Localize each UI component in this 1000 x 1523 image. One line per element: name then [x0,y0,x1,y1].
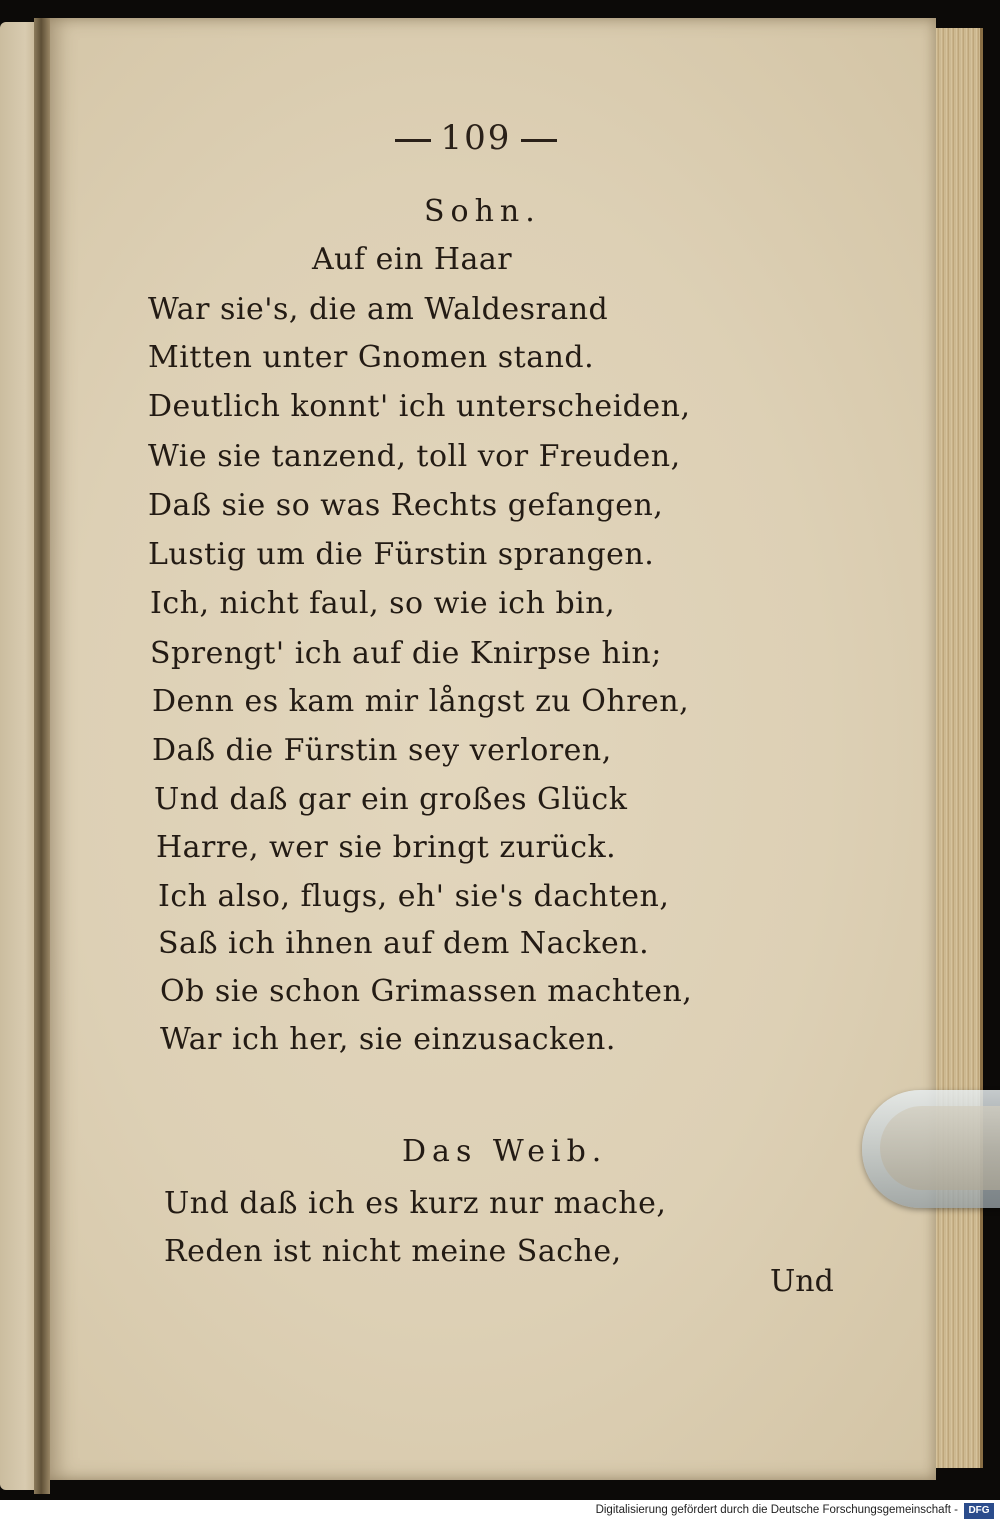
verse-line: Wie sie tanzend, toll vor Freuden, [148,439,681,474]
funding-credit: Digitalisierung gefördert durch die Deutsche Forschungsgemeinschaft - [595,1504,958,1516]
verse-line: Ich, nicht faul, so wie ich bin, [150,586,616,621]
verse-line: Sprengt' ich auf die Knirpse hin; [150,636,662,671]
verse-line: Ich also, flugs, eh' sie's dachten, [158,879,670,914]
verse-line: Daß sie so was Rechts gefangen, [148,488,664,523]
verse-line: Auf ein Haar [312,242,513,277]
verse-line: Daß die Fürstin sey verloren, [152,733,612,768]
footer-bar [0,1500,1000,1523]
catchword: Und [770,1264,834,1299]
page-number [376,118,576,158]
page-clip-inner [880,1106,1000,1190]
speaker-label: Sohn. [424,194,541,229]
book-gutter [34,18,50,1494]
speaker-label: Das Weib. [402,1134,608,1169]
verse-line: War ich her, sie einzusacken. [160,1022,616,1057]
verse-line: Mitten unter Gnomen stand. [148,340,595,375]
verse-line: Saß ich ihnen auf dem Nacken. [158,926,650,961]
verse-line: Denn es kam mir långst zu Ohren, [152,684,690,719]
verse-line: War sie's, die am Waldesrand [148,292,609,327]
book-page-edges [930,28,983,1468]
verse-line: Harre, wer sie bringt zurück. [156,830,617,865]
dfg-logo: DFG [964,1503,994,1519]
verse-line: Und daß gar ein großes Glück [154,782,628,817]
verse-line: Und daß ich es kurz nur mache, [164,1186,667,1221]
dash-right [521,139,557,142]
verse-line: Deutlich konnt' ich unterscheiden, [148,389,691,424]
verse-line: Reden ist nicht meine Sache, [164,1234,622,1269]
page-number-text: 109 [440,118,512,158]
page-clip [862,1090,1000,1208]
dash-left [395,139,431,142]
verse-line: Lustig um die Fürstin sprangen. [148,537,655,572]
verse-line: Ob sie schon Grimassen machten, [160,974,693,1009]
